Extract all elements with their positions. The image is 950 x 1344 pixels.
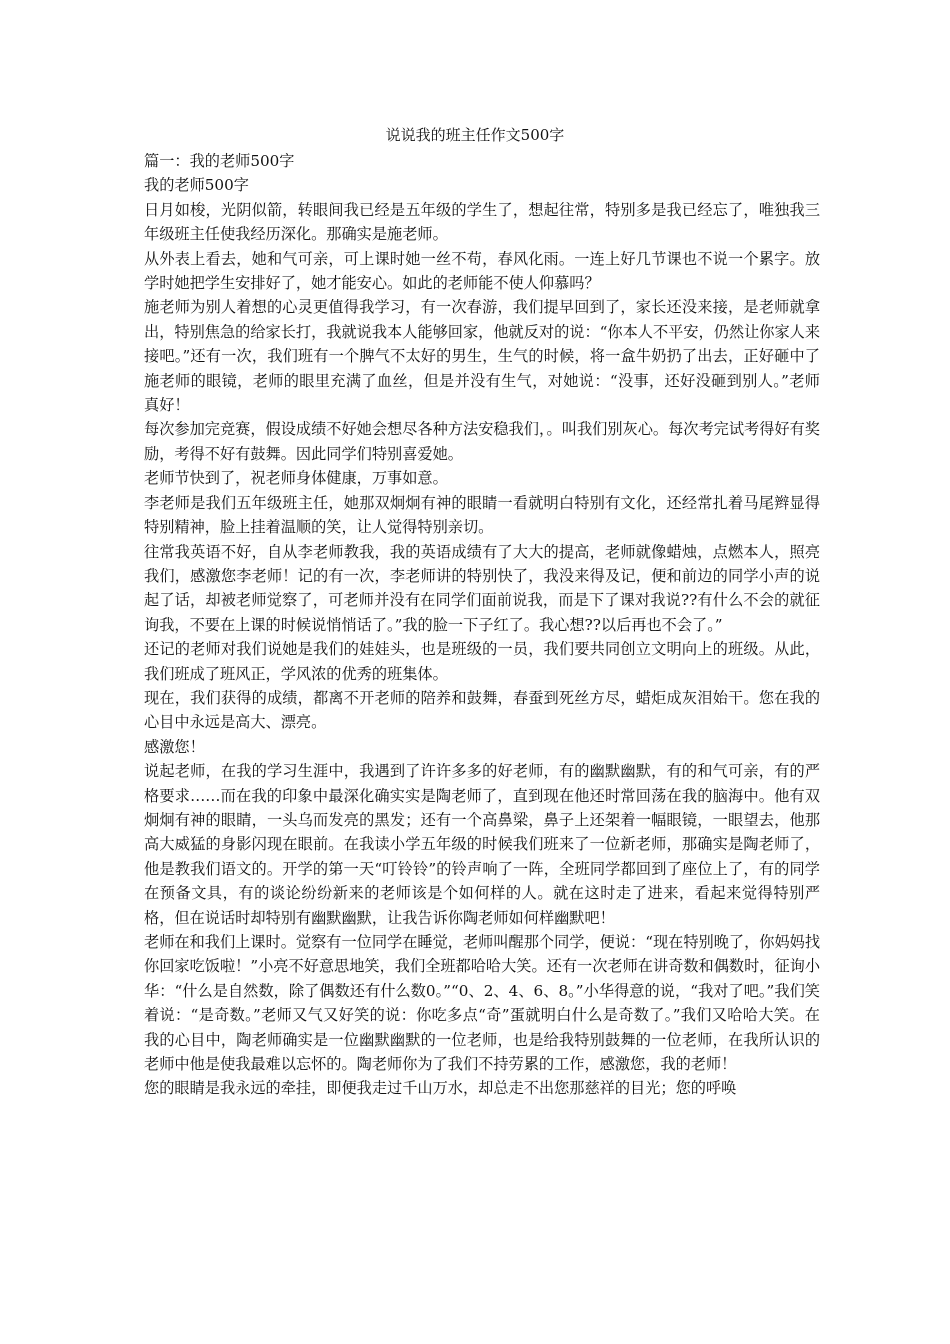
paragraph: 感激您！ — [144, 737, 205, 756]
paragraph: 每次参加完竞赛，假设成绩不好她会想尽各种方法安稳我们，。叫我们别灰心。每次考完试考得好有奖励，考得不好有鼓舞。因此同学们特别喜爱她。 — [144, 420, 820, 463]
paragraph: 日月如梭，光阴似箭，转眼间我已经是五年级的学生了，想起往常，特别多是我已经忘了，唯独我三年级班主任使我经历深化。那确实是施老师。 — [144, 200, 820, 244]
paragraph: 从外表上看去，她和气可亲，可上课时她一丝不苟，春风化雨。一连上好几节课也不说一个累字。放学时她把学生安排好了，她才能安心。如此的老师能不使人仰慕吗？ — [144, 249, 820, 293]
paragraph: 施老师为别人着想的心灵更值得我学习，有一次春游，我们提早回到了，家长还没来接，是老师就拿出，特别焦急的给家长打，我就说我本人能够回家，他就反对的说：“你本人不平安，仍然让你家人来接吧。”还有一次，我们班有一个脾气不太好的男生，生气的时候，将一盒牛奶扔了出去，正好砸中了施老师的眼镜，老师的眼里充满了血丝，但是并没有生气，对她说：“没事，还好没砸到别人。”老师真好！ — [144, 298, 821, 415]
paragraph: 您的眼睛是我永远的牵挂，即便我走过千山万水，却总走不出您那慈祥的目光；您的呼唤 — [144, 1079, 737, 1098]
paragraph: 还记的老师对我们说她是我们的娃娃头，也是班级的一员，我们要共同创立文明向上的班级。从此，我们班成了班风正，学风浓的优秀的班集体。 — [144, 640, 820, 683]
paragraph: 老师节快到了，祝老师身体健康，万事如意。 — [144, 469, 448, 488]
heading-part-one: 篇一：我的老师500字 — [144, 152, 295, 170]
document-body — [144, 149, 820, 1101]
paragraph: 往常我英语不好，自从李老师教我，我的英语成绩有了大大的提高，老师就像蜡烛，点燃本人，照亮我们，感激您李老师！记的有一次，李老师讲的特别快了，我没来得及记，便和前边的同学小声的说起了话，却被老师觉察了，可老师并没有在同学们面前说我，而是下了课对我说??有什么不会的就征询我，不要在上课的时候说悄悄话了。”我的脸一下子红了。我心想??以后再也不会了。” — [144, 542, 820, 634]
paragraph: 说起老师，在我的学习生涯中，我遇到了许许多多的好老师，有的幽默幽默，有的和气可亲，有的严格要求……而在我的印象中最深化确实实是陶老师了，直到现在他还时常回荡在我的脑海中。他有双炯炯有神的眼睛，一头乌而发亮的黑发；还有一个高鼻梁，鼻子上还架着一幅眼镜，一眼望去，他那高大威猛的身影闪现在眼前。在我读小学五年级的时候我们班来了一位新老师，那确实是陶老师了，他是教我们语文的。开学的第一天“叮铃铃”的铃声响了一阵，全班同学都回到了座位上了，有的同学在预备文具，有的谈论纷纷新来的老师该是个如何样的人。就在这时走了进来，看起来觉得特别严格，但在说话时却特别有幽默幽默，让我告诉你陶老师如何样幽默吧！ — [144, 762, 820, 927]
paragraph: 李老师是我们五年级班主任，她那双炯炯有神的眼睛一看就明白特别有文化，还经常扎着马尾辫显得特别精神，脸上挂着温顺的笑，让人觉得特别亲切。 — [144, 493, 820, 537]
document-title: 说说我的班主任作文500字 — [385, 126, 565, 144]
paragraph: 现在，我们获得的成绩，都离不开老师的陪养和鼓舞，春蚕到死丝方尽，蜡炬成灰泪始干。您在我的心目中永远是高大、漂亮。 — [144, 688, 820, 732]
paragraph: 老师在和我们上课时。觉察有一位同学在睡觉，老师叫醒那个同学，便说：“现在特别晚了，你妈妈找你回家吃饭啦！”小亮不好意思地笑，我们全班都哈哈大笑。还有一次老师在讲奇数和偶数时，征询小华：“什么是自然数，除了偶数还有什么数0。”“0、2、4、6、8。”小华得意的说，“我对了吧。”我们笑着说：“是奇数。”老师又气又好笑的说：你吃多点“奇”蛋就明白什么是奇数了。”我们又哈哈大笑。在我的心目中，陶老师确实是一位幽默幽默的一位老师，也是给我特别鼓舞的一位老师，在我所认识的老师中他是使我最难以忘怀的。陶老师你为了我们不持劳累的工作，感激您，我的老师！ — [144, 933, 821, 1074]
heading-essay-title: 我的老师500字 — [144, 176, 249, 195]
